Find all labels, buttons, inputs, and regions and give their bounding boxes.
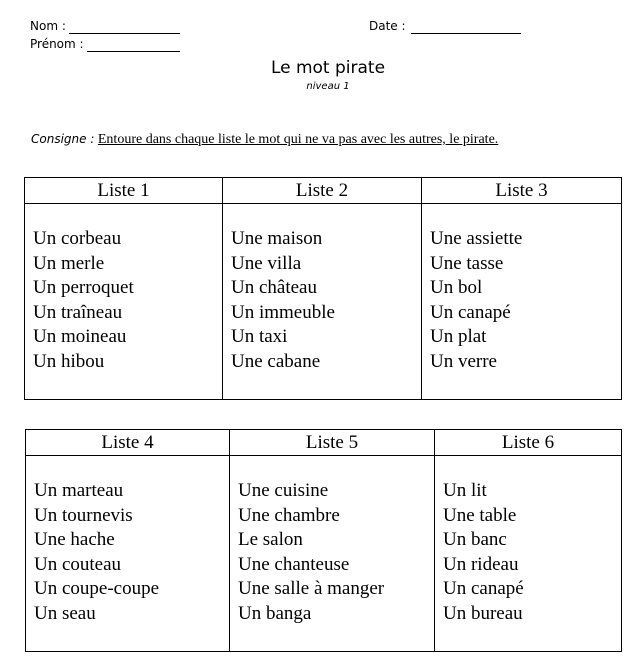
nom-write-line[interactable] bbox=[69, 33, 180, 34]
word-item[interactable]: Un merle bbox=[33, 252, 105, 274]
list-header: Liste 1 bbox=[25, 178, 223, 204]
list-cell-5 bbox=[230, 456, 435, 652]
word-item[interactable]: Un seau bbox=[34, 602, 96, 624]
word-item[interactable]: Un corbeau bbox=[33, 228, 122, 249]
word-item[interactable]: Un banga bbox=[238, 602, 312, 624]
list-header: Liste 6 bbox=[435, 430, 622, 456]
word-item[interactable]: Un verre bbox=[430, 350, 497, 372]
word-item[interactable]: Un canapé bbox=[430, 301, 511, 323]
table-body-row bbox=[25, 204, 622, 400]
word-item[interactable]: Une salle à manger bbox=[238, 578, 385, 600]
nom-label: Nom : bbox=[30, 19, 66, 33]
prenom-label: Prénom : bbox=[30, 37, 84, 51]
list-header: Liste 4 bbox=[26, 430, 230, 456]
page-title: Le mot pirate bbox=[270, 58, 386, 78]
list-cell-6 bbox=[435, 456, 622, 652]
word-item[interactable]: Un canapé bbox=[443, 578, 524, 600]
word-item[interactable]: Un taxi bbox=[231, 326, 288, 348]
word-item[interactable]: Un banc bbox=[443, 529, 507, 551]
word-item[interactable]: Un plat bbox=[430, 326, 487, 348]
word-table-1 bbox=[24, 177, 622, 400]
table-body-row bbox=[26, 456, 622, 652]
list-header: Liste 3 bbox=[422, 178, 622, 204]
list-cell-3 bbox=[422, 204, 622, 400]
list-header: Liste 2 bbox=[223, 178, 422, 204]
word-item[interactable]: Une tasse bbox=[430, 252, 504, 274]
word-item[interactable]: Une cuisine bbox=[238, 480, 329, 501]
table-header-row bbox=[26, 430, 622, 456]
word-item[interactable]: Un marteau bbox=[34, 480, 124, 501]
word-item[interactable]: Un couteau bbox=[34, 553, 122, 575]
word-item[interactable]: Un rideau bbox=[443, 553, 519, 575]
word-item[interactable]: Une villa bbox=[231, 252, 302, 274]
word-item[interactable]: Une assiette bbox=[430, 228, 523, 249]
word-item[interactable]: Un perroquet bbox=[33, 277, 134, 299]
word-item[interactable]: Un hibou bbox=[33, 350, 105, 372]
word-item[interactable]: Un moineau bbox=[33, 326, 127, 348]
list-header: Liste 5 bbox=[230, 430, 435, 456]
level-subtitle: niveau 1 bbox=[306, 81, 350, 92]
word-item[interactable]: Un coupe-coupe bbox=[34, 578, 160, 600]
word-item[interactable]: Une maison bbox=[231, 228, 323, 249]
word-table-2 bbox=[25, 429, 622, 652]
date-label: Date : bbox=[369, 19, 406, 33]
word-item[interactable]: Un bureau bbox=[443, 602, 523, 624]
prenom-write-line[interactable] bbox=[87, 51, 180, 52]
list-cell-4 bbox=[26, 456, 230, 652]
word-item[interactable]: Une chanteuse bbox=[238, 553, 350, 575]
word-item[interactable]: Une table bbox=[443, 504, 517, 526]
word-item[interactable]: Le salon bbox=[238, 529, 303, 551]
word-item[interactable]: Un bol bbox=[430, 277, 483, 299]
date-write-line[interactable] bbox=[411, 33, 521, 34]
table-header-row bbox=[25, 178, 622, 204]
instruction-label: Consigne : bbox=[31, 132, 95, 146]
list-cell-1 bbox=[25, 204, 223, 400]
list-cell-2 bbox=[223, 204, 422, 400]
word-item[interactable]: Un tournevis bbox=[34, 504, 133, 526]
word-item[interactable]: Une hache bbox=[34, 529, 115, 551]
instruction bbox=[31, 131, 498, 148]
word-item[interactable]: Un château bbox=[231, 277, 317, 299]
word-item[interactable]: Un traîneau bbox=[33, 301, 123, 323]
word-item[interactable]: Une chambre bbox=[238, 504, 340, 526]
word-item[interactable]: Une cabane bbox=[231, 350, 321, 372]
word-item[interactable]: Un immeuble bbox=[231, 301, 335, 323]
instruction-text: Entoure dans chaque liste le mot qui ne va pas avec les autres, le pirate. bbox=[97, 132, 499, 147]
word-item[interactable]: Un lit bbox=[443, 480, 487, 501]
